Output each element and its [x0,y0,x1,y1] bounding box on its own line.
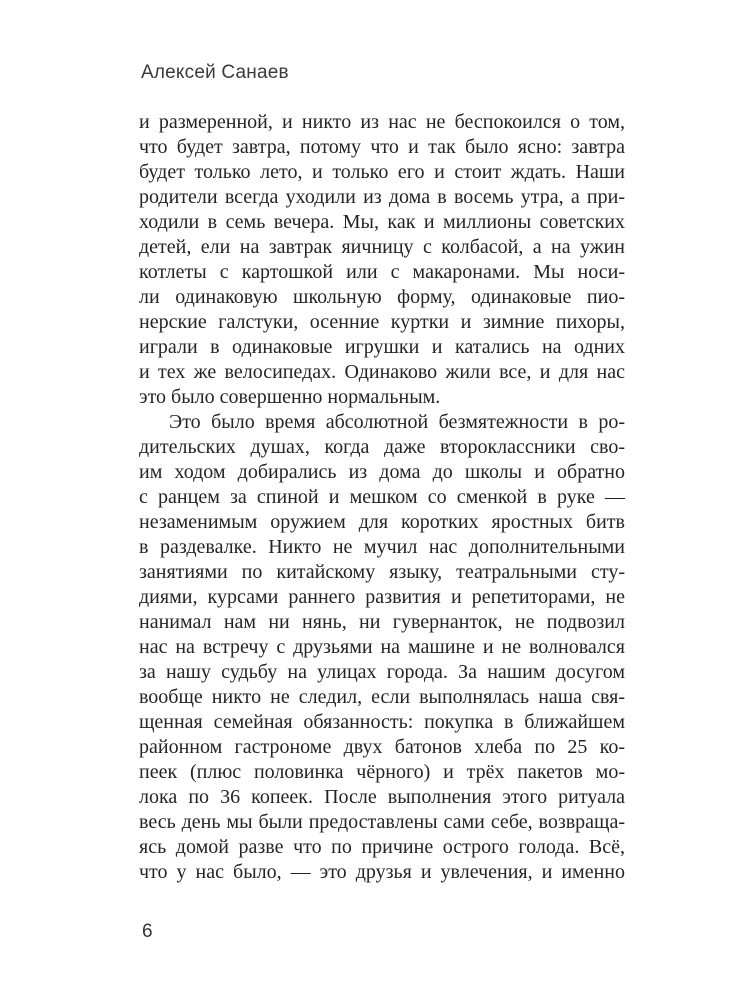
text-line: нерские галстуки, осенние куртки и зимние пихоры, [139,311,625,333]
text-line: им ходом добирались из дома до школы и обратно [139,461,625,483]
page-number: 6 [142,921,153,942]
paragraph [139,110,625,410]
paragraph [139,410,625,885]
text-line: что у нас было, — это друзья и увлечения, и именно [139,861,625,883]
text-line: и тех же велосипедах. Одинаково жили все, и для нас [139,361,625,383]
text-line: дительских душах, когда даже второклассники сво- [139,436,625,458]
text-line: за нашу судьбу на улицах города. За нашим досугом [139,661,625,683]
text-line: будет только лето, и только его и стоит ждать. Наши [139,161,625,183]
text-line: нас на встречу с друзьями на машине и не волновался [139,636,625,658]
text-line: котлеты с картошкой или с макаронами. Мы носи- [139,261,625,283]
text-line: пеек (плюс половинка чёрного) и трёх пакетов мо- [139,761,625,783]
text-line: незаменимым оружием для коротких яростных битв [139,511,625,533]
text-line: весь день мы были предоставлены сами себе, возвраща- [139,811,625,833]
text-line: Это было время абсолютной безмятежности в ро- [169,411,625,433]
text-line: это было совершенно нормальным. [139,386,441,408]
text-line: ли одинаковую школьную форму, одинаковые пио- [139,286,625,308]
text-line: занятиями по китайскому языку, театральными сту- [139,561,625,583]
author-running-head: Алексей Санаев [141,62,289,83]
text-line: щенная семейная обязанность: покупка в ближайшем [139,711,625,733]
text-line: с ранцем за спиной и мешком со сменкой в руке — [139,486,625,508]
text-line: нанимал нам ни нянь, ни гувернанток, не подвозил [139,611,625,633]
text-line: диями, курсами раннего развития и репетиторами, не [139,586,625,608]
text-line: лока по 36 копеек. После выполнения этого ритуала [139,786,625,808]
text-line: ходили в семь вечера. Мы, как и миллионы советских [139,211,625,233]
page-body-text [139,110,625,885]
text-line: ясь домой разве что по причине острого голода. Всё, [139,836,625,858]
text-line: и размеренной, и никто из нас не беспокоился о том, [139,111,625,133]
text-line: в раздевалке. Никто не мучил нас дополнительными [139,536,625,558]
text-line: детей, ели на завтрак яичницу с колбасой, а на ужин [139,236,625,258]
text-line: родители всегда уходили из дома в восемь утра, а при- [139,186,625,208]
text-line: районном гастрономе двух батонов хлеба по 25 ко- [139,736,625,758]
text-line: что будет завтра, потому что и так было ясно: завтра [139,136,625,158]
text-line: играли в одинаковые игрушки и катались на одних [139,336,625,358]
text-line: вообще никто не следил, если выполнялась наша свя- [139,686,625,708]
